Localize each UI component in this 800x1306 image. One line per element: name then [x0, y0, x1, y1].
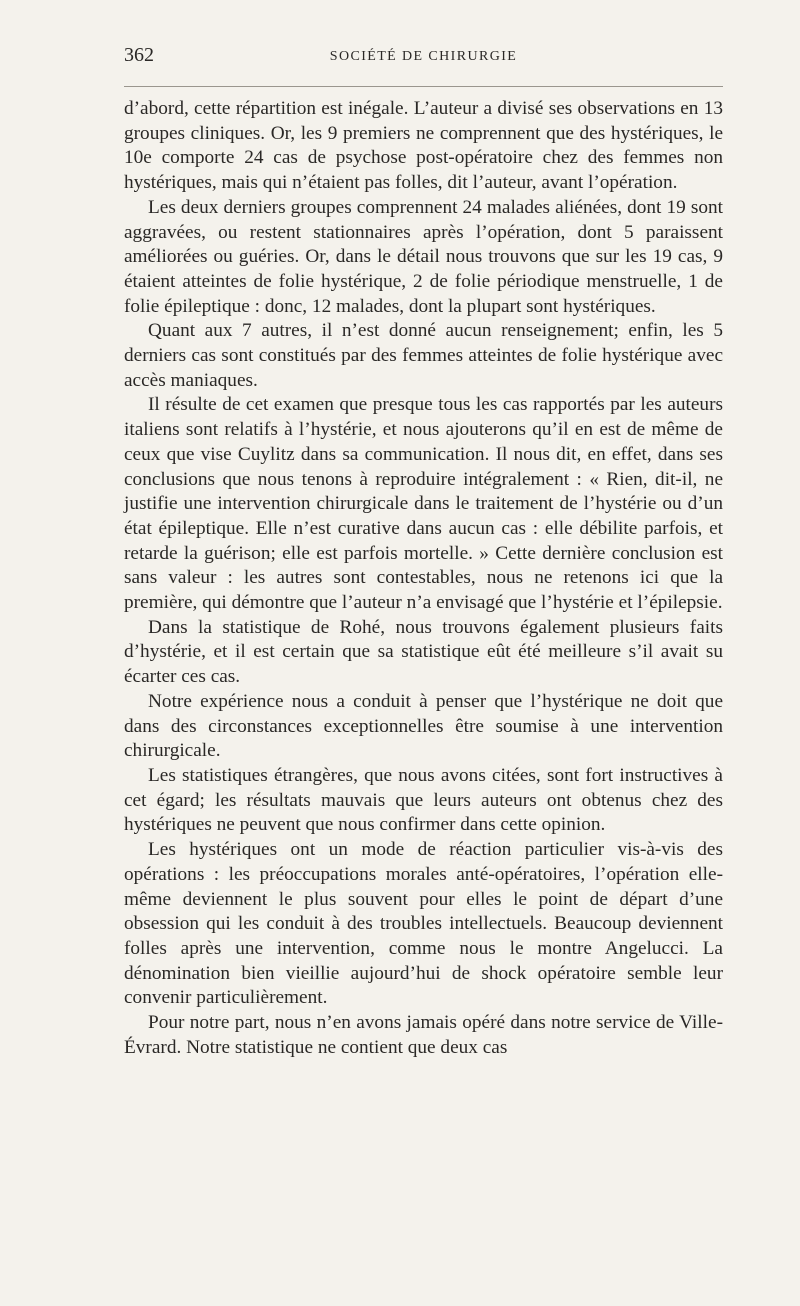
running-head [124, 44, 723, 74]
paragraph: Les hystériques ont un mode de réaction particulier vis-à-vis des opérations : les préoccupations morales anté-opératoires, l’opération elle-même deviennent le plus souvent pour elles le point de départ d’une obsession qui les conduit à des troubles intellectuels. Beaucoup deviennent folles après une intervention, comme nous le montre Angelucci. La dénomination bien vieillie aujourd’hui de shock opératoire semble leur convenir particulièrement. [124, 839, 723, 1009]
paragraph: Il résulte de cet examen que presque tous les cas rapportés par les auteurs italiens sont relatifs à l’hystérie, et nous ajouterons qu’il en est de même de ceux que vise Cuylitz dans sa communication. Il nous dit, en effet, dans ses conclusions que nous tenons à reproduire intégralement : « Rien, dit-il, ne justifie une intervention chirurgicale dans le traitement de l’hystérie ou d’un état épileptique. Elle n’est curative dans aucun cas : elle débilite parfois, et retarde la guérison; elle est parfois mortelle. » Cette dernière conclusion est sans valeur : les autres sont contestables, nous ne retenons ici que la première, qui démontre que l’auteur n’a envisagé que l’hystérie et l’épilepsie. [124, 394, 723, 614]
paragraph: Quant aux 7 autres, il n’est donné aucun renseignement; enfin, les 5 derniers cas sont constitués par des femmes atteintes de folie hystérique avec accès maniaques. [124, 320, 723, 391]
paragraph: d’abord, cette répartition est inégale. L’auteur a divisé ses observations en 13 groupes cliniques. Or, les 9 premiers ne comprennent que des hystériques, le 10e comporte 24 cas de psychose post-opératoire chez des femmes non hystériques, mais qui n’étaient pas folles, dit l’auteur, avant l’opération. [124, 98, 723, 194]
paragraph: Les deux derniers groupes comprennent 24 malades aliénées, dont 19 sont aggravées, ou restent stationnaires après l’opération, dont 5 paraissent améliorées ou guéries. Or, dans le détail nous trouvons que sur les 19 cas, 9 étaient atteintes de folie hystérique, 2 de folie périodique menstruelle, 1 de folie épileptique : donc, 12 malades, dont la plupart sont hystériques. [124, 196, 723, 317]
page-number: 362 [124, 44, 154, 66]
paragraph: Notre expérience nous a conduit à penser que l’hystérique ne doit que dans des circonstances exceptionnelles être soumise à une intervention chirurgicale. [124, 690, 723, 762]
journal-title: SOCIÉTÉ DE CHIRURGIE [329, 49, 518, 64]
paragraph: Pour notre part, nous n’en avons jamais opéré dans notre service de Ville-Évrard. Notre statistique ne contient que deux cas [124, 1012, 723, 1058]
body-text [124, 97, 723, 1060]
paragraph: Dans la statistique de Rohé, nous trouvons également plusieurs faits d’hystérie, et il est certain que sa statistique eût été meilleure s’il avait su écarter ces cas. [124, 616, 723, 688]
paragraph: Les statistiques étrangères, que nous avons citées, sont fort instructives à cet égard; les résultats mauvais que leurs auteurs ont obtenus chez des hystériques ne peuvent que nous confirmer dans cette opinion. [124, 764, 723, 836]
header-rule [124, 86, 723, 87]
